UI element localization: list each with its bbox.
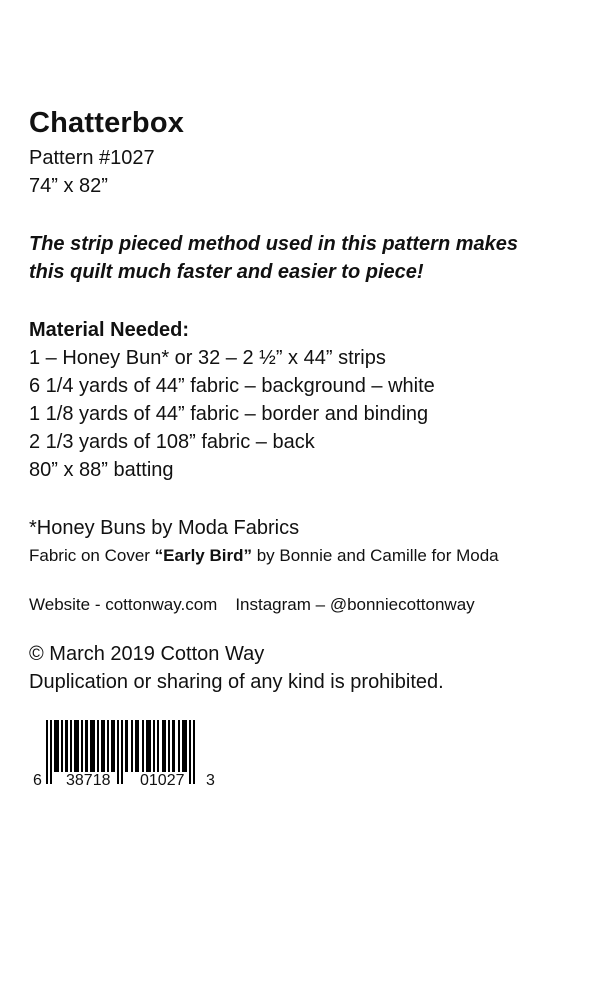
upc-barcode — [36, 720, 218, 790]
material-item: 1 1/8 yards of 44” fabric – border and binding — [29, 403, 429, 425]
cover-fabric-name: “Early Bird” — [154, 546, 252, 565]
duplication-notice: Duplication or sharing of any kind is prohibited. — [29, 671, 444, 693]
barcode-right-group: 01027 — [140, 772, 185, 789]
pattern-title: Chatterbox — [29, 107, 185, 139]
pattern-number: Pattern #1027 — [29, 147, 155, 169]
cover-fabric-prefix: Fabric on Cover — [29, 546, 155, 565]
contact-line — [29, 595, 475, 615]
material-item: 6 1/4 yards of 44” fabric – background – white — [29, 375, 435, 397]
cover-fabric-suffix: by Bonnie and Camille for Moda — [251, 546, 499, 565]
material-item: 1 – Honey Bun* or 32 – 2 ½” x 44” strips — [29, 347, 386, 369]
material-item: 2 1/3 yards of 108” fabric – back — [29, 431, 315, 453]
cover-fabric-credit — [29, 546, 499, 566]
barcode-first-digit: 6 — [33, 772, 42, 789]
materials-heading: Material Needed: — [29, 319, 190, 341]
barcode-left-group: 38718 — [66, 772, 111, 789]
tagline-line-2: this quilt much faster and easier to piece! — [29, 261, 424, 283]
website-link[interactable]: Website - cottonway.com — [29, 595, 218, 614]
barcode-check-digit: 3 — [206, 772, 215, 789]
honey-bun-footnote: *Honey Buns by Moda Fabrics — [29, 517, 300, 539]
tagline-line-1: The strip pieced method used in this pattern makes — [29, 233, 518, 255]
instagram-link[interactable]: Instagram – @bonniecottonway — [235, 595, 475, 614]
quilt-size: 74” x 82” — [29, 175, 108, 197]
copyright-line: © March 2019 Cotton Way — [29, 643, 265, 665]
material-item: 80” x 88” batting — [29, 459, 174, 481]
barcode-bars-icon — [36, 720, 218, 784]
